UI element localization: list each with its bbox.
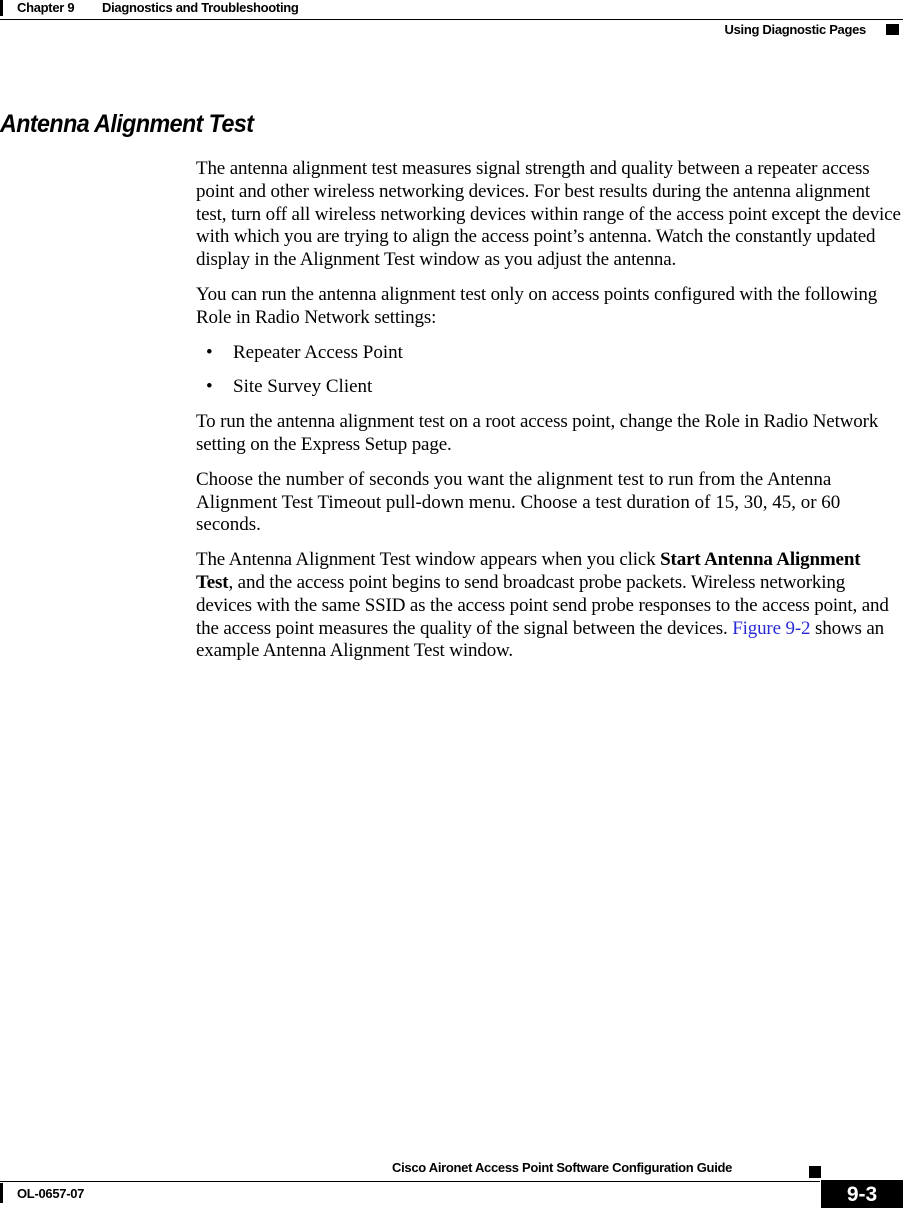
- role-list: [196, 342, 901, 400]
- header-marker-square: [886, 24, 899, 35]
- footer-left-bar: [0, 1183, 3, 1203]
- body-content: [196, 158, 901, 675]
- bullet-icon: •: [206, 376, 213, 398]
- header-left-bar: [0, 0, 3, 16]
- footer-rule: [0, 1181, 820, 1182]
- text-run: The Antenna Alignment Test window appears when you click: [196, 549, 661, 571]
- list-item-label: Site Survey Client: [233, 376, 373, 398]
- section-heading: Antenna Alignment Test: [0, 110, 254, 138]
- header-rule: [0, 19, 903, 20]
- paragraph-intro: The antenna alignment test measures signal strength and quality between a repeater access point and other wireless networking devices. For best results during the antenna alignment test, turn off all wireless networking devices within range of the access point except the device with which you are trying to align the access point’s antenna. Watch the constantly updated display in the Alignment Test window as you adjust the antenna.: [196, 158, 901, 271]
- paragraph-test-window: [196, 549, 901, 663]
- header-section-title: Using Diagnostic Pages: [724, 22, 866, 37]
- footer-guide-title: Cisco Aironet Access Point Software Configuration Guide: [392, 1160, 733, 1175]
- paragraph-root-ap: To run the antenna alignment test on a root access point, change the Role in Radio Network setting on the Express Setup page.: [196, 411, 879, 455]
- header-chapter: Chapter 9: [17, 0, 75, 15]
- paragraph-timeout: Choose the number of seconds you want the alignment test to run from the Antenna Alignment Test Timeout pull-down menu. Choose a test duration of 15, 30, 45, or 60 seconds.: [196, 468, 841, 536]
- text-run: shows an example Antenna Alignment Test window.: [196, 617, 884, 662]
- list-item-label: Repeater Access Point: [233, 341, 403, 363]
- footer-marker-square: [809, 1166, 821, 1178]
- header-chapter-title: Diagnostics and Troubleshooting: [102, 0, 299, 15]
- list-item: [196, 376, 901, 399]
- bullet-icon: •: [206, 341, 213, 363]
- paragraph-roles: You can run the antenna alignment test only on access points configured with the following Role in Radio Network settings:: [196, 283, 878, 328]
- ui-button-name: Start Antenna Alignment Test: [196, 549, 861, 593]
- text-run: , and the access point begins to send broadcast probe packets. Wireless networking devices with the same SSID as the access point send probe responses to the access point, and the access point measures the quality of the signal between the devices.: [196, 571, 889, 639]
- list-item: [196, 342, 901, 365]
- page-number: 9-3: [846, 1183, 878, 1206]
- figure-link[interactable]: Figure 9-2: [732, 617, 811, 639]
- footer-doc-number: OL-0657-07: [17, 1186, 85, 1201]
